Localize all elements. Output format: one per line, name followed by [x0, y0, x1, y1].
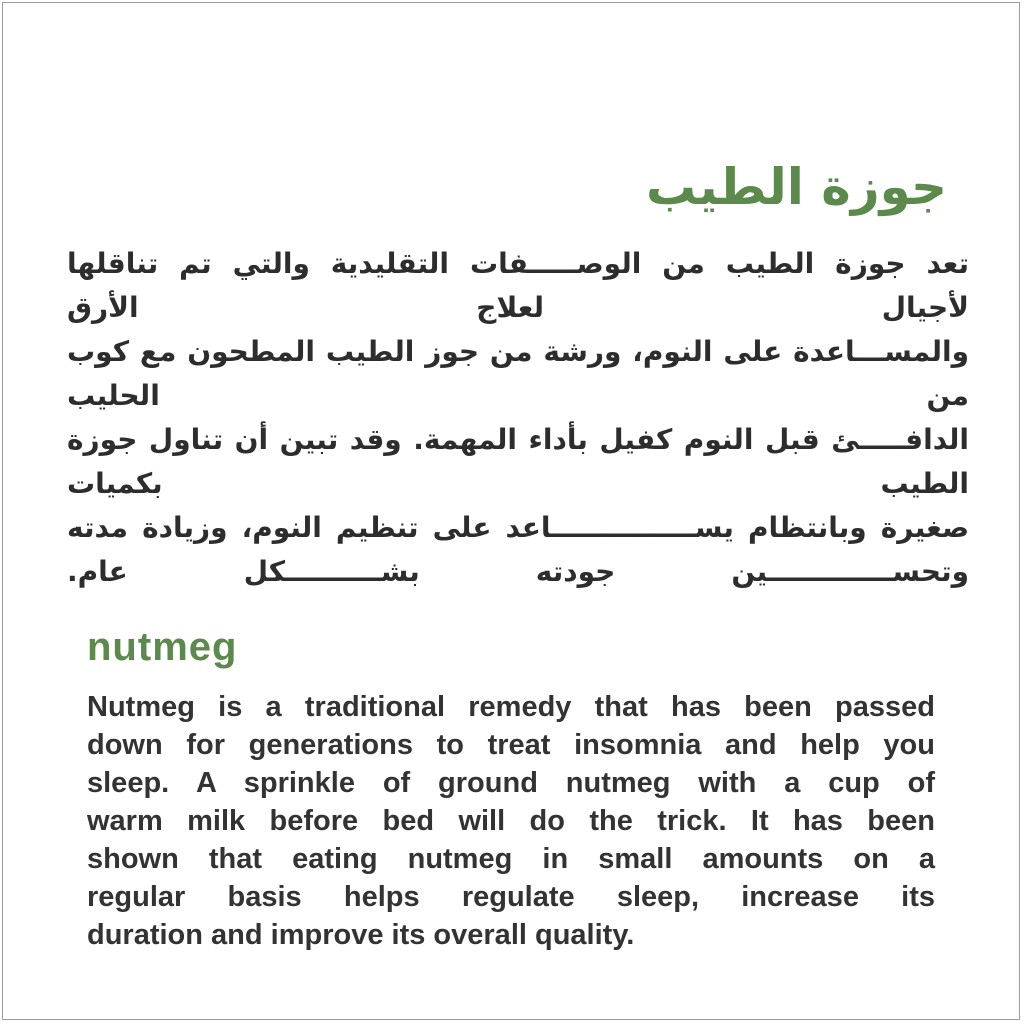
arabic-paragraph-line: والمســـاعدة على النوم، ورشة من جوز الطيب المطحون مع كوب من الحليب — [67, 335, 969, 412]
english-paragraph-line: duration and improve its overall quality. — [87, 919, 635, 951]
arabic-paragraph — [3, 242, 1019, 594]
english-paragraph-line: shown that eating nutmeg in small amounts on a — [87, 843, 935, 875]
arabic-title: جوزة الطيب — [645, 158, 947, 216]
english-paragraph-line: down for generations to treat insomnia and help you — [87, 729, 935, 761]
arabic-paragraph-line: الدافـــــئ قبل النوم كفيل بأداء المهمة. وقد تبين أن تناول جوزة الطيب بكميات — [67, 423, 969, 500]
english-paragraph-line: warm milk before bed will do the trick. It has been — [87, 805, 935, 837]
english-paragraph-line: sleep. A sprinkle of ground nutmeg with a cup of — [87, 767, 935, 799]
english-paragraph — [3, 688, 1019, 954]
document-page — [2, 2, 1020, 1020]
english-paragraph-line: regular basis helps regulate sleep, increase its — [87, 881, 935, 913]
arabic-paragraph-line: صغيرة وبانتظام يســـــــــــــــاعد على تنظيم النوم، وزيادة مدته — [67, 511, 969, 544]
arabic-paragraph-line: وتحســـــــــــــين جودته بشــــــــــكل عام. — [67, 555, 969, 588]
arabic-paragraph-line: تعد جوزة الطيب من الوصـــــفات التقليدية والتي تم تناقلها لأجيال لعلاج الأرق — [67, 247, 969, 324]
english-paragraph-line: Nutmeg is a traditional remedy that has been passed — [87, 691, 935, 723]
english-heading: nutmeg — [87, 625, 238, 669]
